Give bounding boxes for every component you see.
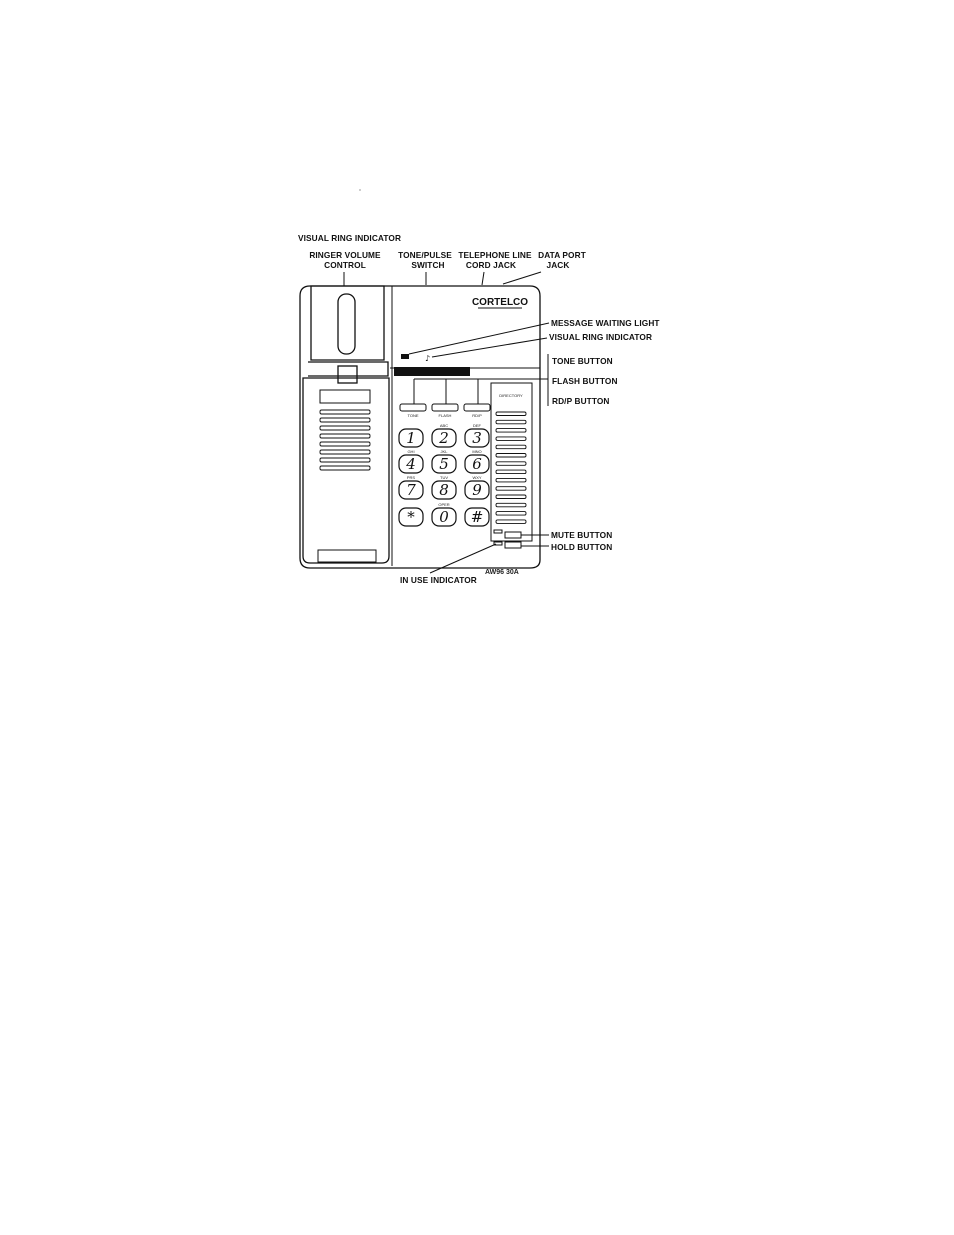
- label-message-waiting: MESSAGE WAITING LIGHT: [551, 318, 660, 328]
- handset-grille: [320, 410, 370, 470]
- label-flash-button: FLASH BUTTON: [552, 376, 618, 386]
- keypad-letters: ABC: [439, 423, 449, 428]
- grille-slot: [320, 450, 370, 454]
- directory-line: [496, 495, 526, 499]
- label-tone-pulse-line1: TONE/PULSE: [398, 250, 452, 260]
- directory-card-title: DIRECTORY: [499, 393, 523, 398]
- label-ringer-volume-line2: CONTROL: [324, 260, 366, 270]
- function-key-label: TONE: [407, 413, 419, 418]
- grille-slot: [320, 466, 370, 470]
- handset-body: [303, 378, 389, 563]
- mute-button[interactable]: [505, 532, 521, 538]
- function-key-2[interactable]: [432, 404, 458, 411]
- keypad-digit: 3: [472, 429, 482, 447]
- label-line-jack-line2: CORD JACK: [465, 260, 517, 270]
- function-key-3[interactable]: [464, 404, 490, 411]
- directory-line: [496, 454, 526, 458]
- keypad-digit: 1: [406, 429, 416, 447]
- label-rdp-button: RD/P BUTTON: [552, 396, 610, 406]
- handset-top: [311, 286, 384, 360]
- grille-slot: [320, 410, 370, 414]
- keypad-letters: GHI: [407, 449, 415, 454]
- keypad-letters: TUV: [440, 475, 448, 480]
- function-keys: [400, 404, 490, 418]
- leader-line-jack: [482, 272, 484, 285]
- directory-line: [496, 520, 526, 524]
- grille-slot: [320, 426, 370, 430]
- keypad-digit: 0: [439, 508, 449, 526]
- leader-visual-ring-right: [432, 338, 547, 357]
- keypad-digit: 5: [439, 455, 449, 473]
- keypad-digit: *: [407, 508, 415, 526]
- label-data-port-line1: DATA PORT: [538, 250, 586, 260]
- keypad-digit: 9: [472, 481, 482, 499]
- label-visual-ring-right: VISUAL RING INDICATOR: [549, 332, 653, 342]
- label-ringer-volume-line1: RINGER VOLUME: [309, 250, 381, 260]
- keypad-digit: 2: [439, 429, 449, 447]
- stray-mark: [359, 189, 360, 190]
- directory-line: [496, 445, 526, 449]
- directory-line: [496, 420, 526, 424]
- directory-line: [496, 512, 526, 515]
- grille-slot: [320, 434, 370, 438]
- directory-card-lines: [496, 412, 526, 523]
- leader-data-port: [503, 272, 541, 284]
- function-key-1[interactable]: [400, 404, 426, 411]
- keypad-letters: DEF: [473, 423, 481, 428]
- handset-label-window: [320, 390, 370, 403]
- brand-logo: CORTELCO: [471, 297, 529, 308]
- label-visual-ring-indicator-top: VISUAL RING INDICATOR: [298, 233, 402, 243]
- directory-line: [496, 462, 526, 466]
- keypad-letters: PRS: [406, 475, 416, 480]
- keypad-letters: JKL: [440, 449, 448, 454]
- function-key-label: FLASH: [438, 413, 452, 418]
- mute-indicator: [494, 530, 502, 533]
- message-waiting-light: [401, 354, 409, 359]
- function-key-label: RD/P: [472, 413, 482, 418]
- handset-mouthpiece: [318, 550, 376, 562]
- keypad-digit: 8: [439, 481, 449, 499]
- phone-base-outline: [300, 286, 540, 568]
- grille-slot: [320, 418, 370, 422]
- keypad-digit: #: [470, 508, 484, 526]
- handset-neck: [308, 362, 388, 376]
- hookswitch: [338, 366, 357, 383]
- keypad-digit: 6: [472, 455, 482, 473]
- hold-button[interactable]: [505, 542, 521, 548]
- figure-id: AW96 30A: [485, 569, 519, 576]
- directory-line: [496, 487, 526, 491]
- directory-line: [496, 412, 526, 416]
- keypad-letters: OPER: [438, 502, 450, 507]
- keypad-digit: 4: [406, 455, 416, 473]
- indicator-strip: [394, 367, 470, 376]
- directory-line: [496, 503, 526, 507]
- grille-slot: [320, 458, 370, 462]
- label-tone-button: TONE BUTTON: [552, 356, 613, 366]
- grille-slot: [320, 442, 370, 446]
- label-data-port-line2: JACK: [546, 260, 570, 270]
- directory-line: [496, 429, 526, 433]
- keypad-letters: MNO: [472, 449, 482, 454]
- handset-earpiece: [338, 294, 355, 354]
- label-mute-button: MUTE BUTTON: [551, 530, 613, 540]
- label-hold-button: HOLD BUTTON: [551, 542, 613, 552]
- keypad-digit: 7: [406, 481, 416, 499]
- label-tone-pulse-line2: SWITCH: [411, 260, 445, 270]
- label-line-jack-line1: TELEPHONE LINE: [458, 250, 532, 260]
- label-in-use-indicator: IN USE INDICATOR: [400, 575, 477, 585]
- keypad-letters: WXY: [472, 475, 482, 480]
- directory-line: [496, 470, 526, 474]
- visual-ring-indicator-icon: ♪: [425, 354, 431, 363]
- keypad: [399, 423, 489, 526]
- directory-line: [496, 437, 526, 441]
- directory-line: [496, 478, 526, 482]
